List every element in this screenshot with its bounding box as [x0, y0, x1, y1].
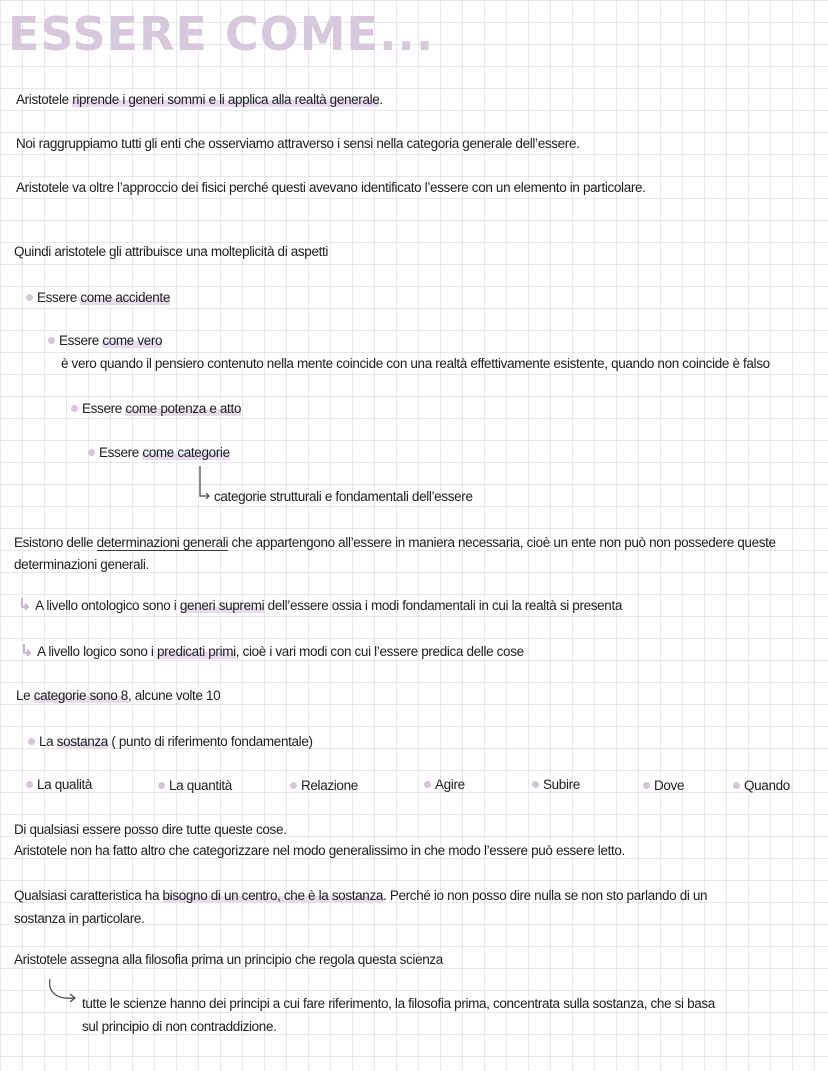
bullet-dot-icon — [532, 781, 539, 788]
bullet-potenza-atto: Essere come potenza e atto — [71, 399, 241, 418]
paragraph-molteplicita: Quindi aristotele gli attribuisce una molteplicità di aspetti — [14, 244, 329, 259]
page-title: ESSERE COME... — [8, 7, 435, 61]
paragraph-categorie-numero: Le categorie sono 8, alcune volte 10 — [16, 688, 221, 703]
bullet-dot-icon — [290, 782, 297, 789]
bullet-dot-icon — [71, 405, 78, 412]
bullet-essere-vero: Essere come vero — [48, 331, 162, 350]
paragraph-qualsiasi-essere: Di qualsiasi essere posso dire tutte queste cose. — [14, 822, 287, 837]
bullet-essere-categorie: Essere come categorie — [88, 443, 230, 462]
paragraph-fisici: Aristotele va oltre l’approccio dei fisici perché questi avevano identificato l’essere con un elemento in particolare. — [16, 180, 646, 195]
arrow-item-ontologico: ↳ A livello ontologico sono i generi supremi dell’essere ossia i modi fondamentali in cui la realtà si presenta — [18, 597, 623, 614]
curved-arrow-icon — [44, 976, 80, 1006]
bullet-dot-icon — [48, 337, 55, 344]
bullet-dot-icon — [733, 782, 740, 789]
bullet-dot-icon — [28, 738, 35, 745]
paragraph-generi-sommi: Aristotele riprende i generi sommi e li applica alla realtà generale. — [16, 92, 383, 107]
bullet-dot-icon — [643, 782, 650, 789]
filosofia-prima-description: tutte le scienze hanno dei principi a cui fare riferimento, la filosofia prima, concentrata sulla sostanza, che si basa sul principio di non contraddizione. — [82, 996, 715, 1034]
category-item: La qualità — [26, 775, 92, 794]
bullet-dot-icon — [26, 294, 33, 301]
category-item: Quando — [733, 776, 790, 795]
return-arrow-icon: ↳ — [18, 597, 32, 614]
paragraph-filosofia-prima: Aristotele assegna alla filosofia prima un principio che regola questa scienza — [14, 952, 443, 967]
essere-vero-description: è vero quando il pensiero contenuto nella mente coincide con una realtà effettivamente esistente, quando non coincide è falso — [61, 356, 770, 371]
categorie-description: categorie strutturali e fondamentali dell’essere — [214, 489, 473, 504]
paragraph-categorizzare: Aristotele non ha fatto altro che categorizzare nel modo generalissimo in che modo l’essere può essere letto. — [14, 843, 625, 858]
category-item: Relazione — [290, 776, 358, 795]
bullet-dot-icon — [88, 449, 95, 456]
category-item: Subire — [532, 775, 580, 794]
paragraph-categoria-essere: Noi raggruppiamo tutti gli enti che osserviamo attraverso i sensi nella categoria generale dell’essere. — [16, 136, 580, 151]
category-item: La quantità — [158, 776, 232, 795]
bullet-sostanza: La sostanza ( punto di riferimento fondamentale) — [28, 732, 313, 751]
bullet-dot-icon — [158, 782, 165, 789]
bullet-essere-accidente: Essere come accidente — [26, 288, 170, 307]
return-arrow-icon: ↳ — [20, 643, 34, 660]
category-item: Agire — [424, 775, 465, 794]
arrow-item-logico: ↳ A livello logico sono i predicati primi, cioè i vari modi con cui l’essere predica delle cose — [20, 643, 524, 660]
connector-arrow-icon — [198, 464, 214, 500]
bullet-dot-icon — [26, 781, 33, 788]
bullet-dot-icon — [424, 781, 431, 788]
category-item: Dove — [643, 776, 684, 795]
paragraph-determinazioni: Esistono delle determinazioni generali che appartengono all’essere in maniera necessaria, cioè un ente non può non possedere queste determinazioni generali. — [14, 535, 776, 572]
paragraph-sostanza-centro: Qualsiasi caratteristica ha bisogno di un centro, che è la sostanza. Perché io non posso dire nulla se non sto parlando di un sostanza in particolare. — [14, 888, 708, 926]
